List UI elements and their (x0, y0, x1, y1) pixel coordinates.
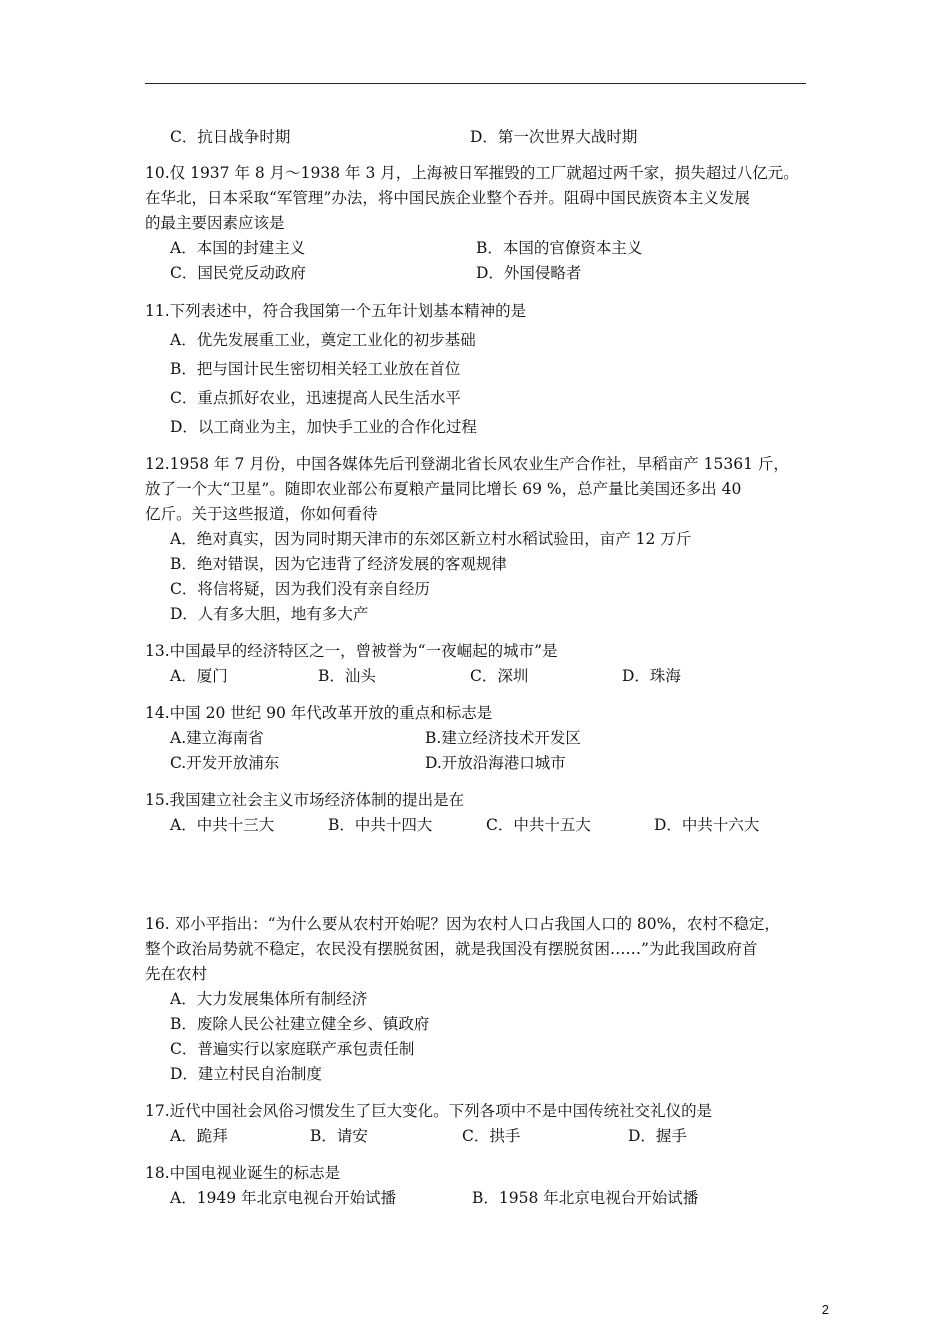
option-11a: A．优先发展重工业，奠定工业化的初步基础 (170, 331, 476, 349)
option-16c: C．普遍实行以家庭联产承包责任制 (170, 1040, 415, 1058)
option-18a: A．1949 年北京电视台开始试播 (170, 1189, 397, 1207)
question-16-stem: 16. 邓小平指出：“为什么要从农村开始呢？因为农村人口占我国人口的 80%，农村不稳定， (145, 915, 780, 933)
option-17c: C．拱手 (462, 1127, 521, 1145)
question-12-stem: 亿斤。关于这些报道，你如何看待 (145, 505, 378, 523)
option-10c: C．国民党反动政府 (170, 264, 306, 282)
option-9d: D．第一次世界大战时期 (470, 128, 638, 146)
question-14-stem: 14.中国 20 世纪 90 年代改革开放的重点和标志是 (145, 704, 493, 722)
option-14c: C.开发开放浦东 (170, 754, 280, 772)
option-14d: D.开放沿海港口城市 (425, 754, 566, 772)
option-14b: B.建立经济技术开发区 (425, 729, 581, 747)
header-rule (145, 83, 806, 84)
question-11-stem: 11.下列表述中，符合我国第一个五年计划基本精神的是 (145, 302, 527, 320)
question-13-stem: 13.中国最早的经济特区之一，曾被誉为“一夜崛起的城市”是 (145, 642, 558, 660)
option-11b: B．把与国计民生密切相关轻工业放在首位 (170, 360, 461, 378)
option-10b: B．本国的官僚资本主义 (476, 239, 643, 257)
question-12-stem: 12.1958 年 7 月份，中国各媒体先后刊登湖北省长风农业生产合作社，早稻亩产 15361 斤， (145, 455, 789, 473)
option-11c: C．重点抓好农业，迅速提高人民生活水平 (170, 389, 461, 407)
option-12d: D．人有多大胆，地有多大产 (170, 605, 369, 623)
option-10d: D．外国侵略者 (476, 264, 582, 282)
question-16-stem: 整个政治局势就不稳定，农民没有摆脱贫困，就是我国没有摆脱贫困……”为此我国政府首 (145, 940, 758, 958)
option-15c: C．中共十五大 (486, 816, 591, 834)
option-16b: B．废除人民公社建立健全乡、镇政府 (170, 1015, 430, 1033)
option-16a: A．大力发展集体所有制经济 (170, 990, 368, 1008)
option-16d: D．建立村民自治制度 (170, 1065, 322, 1083)
option-13b: B．汕头 (318, 667, 376, 685)
question-16-stem: 先在农村 (145, 965, 208, 983)
option-12b: B．绝对错误，因为它违背了经济发展的客观规律 (170, 555, 507, 573)
option-13a: A．厦门 (170, 667, 228, 685)
option-15a: A．中共十三大 (170, 816, 275, 834)
option-11d: D．以工商业为主，加快手工业的合作化过程 (170, 418, 477, 436)
question-10-stem: 在华北，日本采取“军管理”办法，将中国民族企业整个吞并。阻碍中国民族资本主义发展 (145, 189, 750, 207)
option-18b: B．1958 年北京电视台开始试播 (472, 1189, 699, 1207)
option-15d: D．中共十六大 (654, 816, 760, 834)
question-10-stem: 10.仅 1937 年 8 月～1938 年 3 月，上海被日军摧毁的工厂就超过两千家，损失超过八亿元。 (145, 164, 799, 182)
question-10-stem: 的最主要因素应该是 (145, 214, 285, 232)
question-17-stem: 17.近代中国社会风俗习惯发生了巨大变化。下列各项中不是中国传统社交礼仪的是 (145, 1102, 713, 1120)
option-12a: A．绝对真实，因为同时期天津市的东郊区新立村水稻试验田，亩产 12 万斤 (170, 530, 692, 548)
option-17d: D．握手 (628, 1127, 687, 1145)
page-number: 2 (821, 1302, 829, 1317)
option-13c: C．深圳 (470, 667, 529, 685)
option-9c: C．抗日战争时期 (170, 128, 291, 146)
question-15-stem: 15.我国建立社会主义市场经济体制的提出是在 (145, 791, 465, 809)
question-12-stem: 放了一个大“卫星”。随即农业部公布夏粮产量同比增长 69 %，总产量比美国还多出 40 (145, 480, 742, 498)
option-17b: B．请安 (310, 1127, 368, 1145)
option-10a: A．本国的封建主义 (170, 239, 306, 257)
question-18-stem: 18.中国电视业诞生的标志是 (145, 1164, 341, 1182)
option-17a: A．跪拜 (170, 1127, 228, 1145)
option-12c: C．将信将疑，因为我们没有亲自经历 (170, 580, 430, 598)
option-13d: D．珠海 (622, 667, 681, 685)
option-15b: B．中共十四大 (328, 816, 433, 834)
option-14a: A.建立海南省 (170, 729, 264, 747)
